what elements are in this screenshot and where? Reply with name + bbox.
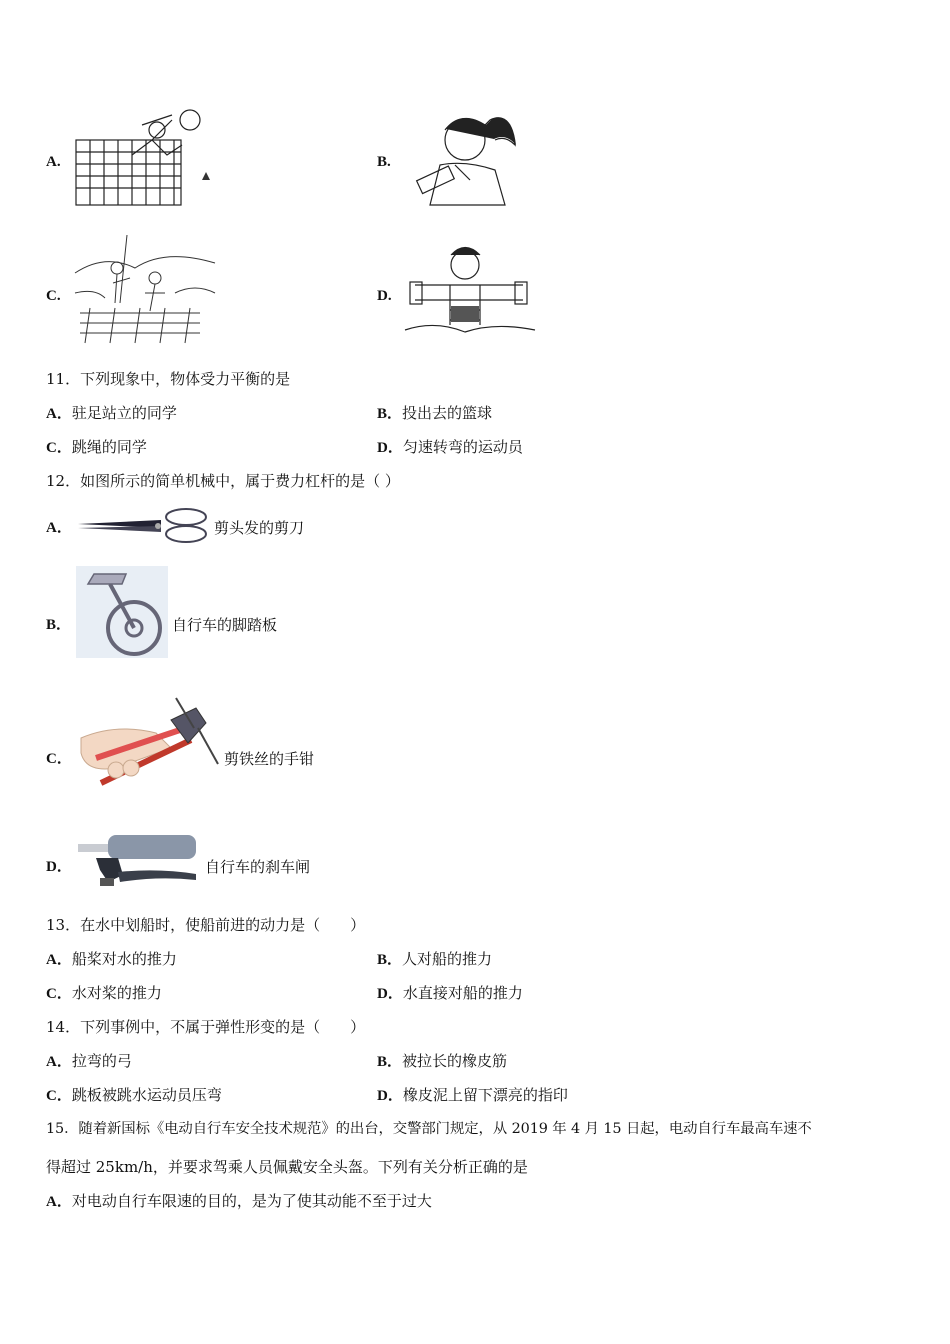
bicycle-pedal-icon <box>76 566 168 658</box>
option-label: D. <box>377 288 392 304</box>
option-label: B. <box>377 154 391 170</box>
pliers-icon <box>76 698 221 794</box>
question-stem: 13．在水中划船时，使船前进的动力是（ ） <box>46 916 366 934</box>
option-a: A．驻足站立的同学 <box>46 404 177 422</box>
rafting-illustration-icon <box>75 233 215 345</box>
option-c: C．水对桨的推力 <box>46 984 162 1002</box>
option-label: C. <box>46 288 61 304</box>
option-d: D．橡皮泥上留下漂亮的指印 <box>377 1086 568 1104</box>
option-c: C．跳绳的同学 <box>46 438 147 456</box>
option-b: B．被拉长的橡皮筋 <box>377 1052 508 1070</box>
chest-expander-illustration-icon <box>405 240 535 345</box>
question-stem: 14．下列事例中，不属于弹性形变的是（ ） <box>46 1018 366 1036</box>
question-stem-line-1: 15．随着新国标《电动自行车安全技术规范》的出台，交警部门规定，从 2019 年 4 月 15 日起，电动自行车最高车速不 <box>46 1121 812 1137</box>
option-b: B．投出去的篮球 <box>377 404 493 422</box>
question-stem: 11．下列现象中，物体受力平衡的是 <box>46 370 291 388</box>
option-a: A．对电动自行车限速的目的，是为了使其动能不至于过大 <box>46 1192 432 1210</box>
brake-lever-icon <box>78 830 200 896</box>
goalkeeper-illustration-icon <box>72 100 212 210</box>
scissors-icon <box>76 508 212 544</box>
girl-drinking-illustration-icon <box>410 105 520 210</box>
option-a: A．拉弯的弓 <box>46 1052 132 1070</box>
question-stem: 12．如图所示的简单机械中，属于费力杠杆的是（ ） <box>46 472 400 490</box>
option-d: D．水直接对船的推力 <box>377 984 523 1002</box>
option-d: D．匀速转弯的运动员 <box>377 438 523 456</box>
question-stem-line-2: 得超过 25km/h，并要求驾乘人员佩戴安全头盔。下列有关分析正确的是 <box>46 1158 528 1176</box>
option-b: B．人对船的推力 <box>377 950 493 968</box>
option-c: C．跳板被跳水运动员压弯 <box>46 1086 222 1104</box>
option-label: A. <box>46 154 61 170</box>
option-a: A．船桨对水的推力 <box>46 950 177 968</box>
